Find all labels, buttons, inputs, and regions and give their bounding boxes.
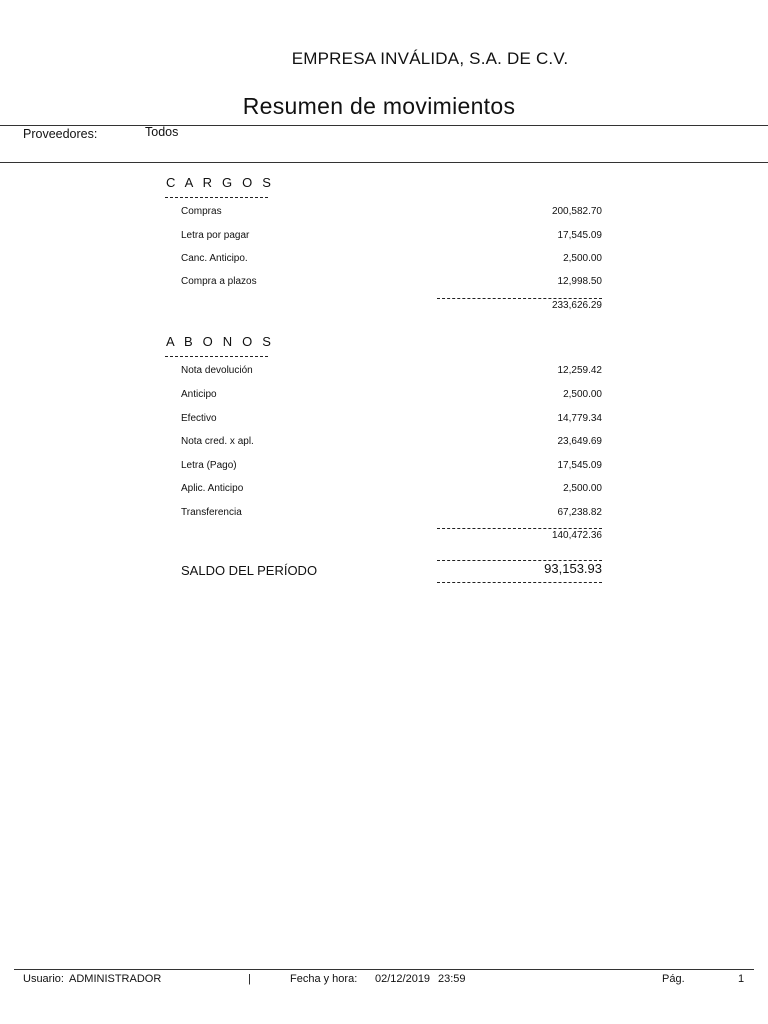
cargos-row-label: Letra por pagar: [181, 230, 250, 241]
cargos-row-value: 200,582.70: [551, 206, 602, 217]
cargos-row-label: Compras: [181, 206, 222, 217]
abonos-total-divider: [437, 528, 602, 529]
cargos-row-label: Compra a plazos: [181, 276, 257, 287]
report-title: Resumen de movimientos: [242, 93, 516, 119]
footer-divider: [14, 969, 754, 970]
abonos-row-value: 23,649.69: [557, 436, 602, 447]
abonos-row-value: 2,500.00: [563, 483, 602, 494]
abonos-section-title: A B O N O S: [166, 334, 275, 349]
cargos-title-underline: [165, 197, 268, 198]
footer-page-label: Pág.: [662, 973, 685, 985]
saldo-label: SALDO DEL PERÍODO: [181, 563, 318, 578]
footer-date: 02/12/2019: [375, 973, 431, 985]
abonos-title-underline: [165, 356, 268, 357]
saldo-value: 93,153.93: [544, 561, 602, 576]
footer-user-label: Usuario:: [23, 973, 64, 985]
cargos-row-value: 17,545.09: [557, 230, 602, 241]
filter-value: Todos: [145, 125, 179, 139]
abonos-row-value: 67,238.82: [557, 507, 602, 518]
abonos-row-label: Transferencia: [181, 507, 242, 518]
footer-separator: |: [248, 973, 251, 985]
cargos-row-value: 12,998.50: [557, 276, 602, 287]
abonos-row-value: 14,779.34: [557, 413, 602, 424]
footer-page-number: 1: [738, 973, 745, 985]
cargos-total-divider: [437, 298, 602, 299]
abonos-row-label: Nota cred. x apl.: [181, 436, 254, 447]
cargos-total: 233,626.29: [551, 300, 602, 311]
footer-user-value: ADMINISTRADOR: [69, 973, 162, 985]
footer-datetime-label: Fecha y hora:: [290, 973, 358, 985]
abonos-row-label: Letra (Pago): [181, 460, 237, 471]
abonos-total: 140,472.36: [551, 530, 602, 541]
filter-label: Proveedores:: [23, 127, 98, 141]
company-name: EMPRESA INVÁLIDA, S.A. DE C.V.: [291, 49, 569, 68]
abonos-row-value: 2,500.00: [563, 389, 602, 400]
abonos-row-label: Nota devolución: [181, 365, 253, 376]
abonos-row-value: 17,545.09: [557, 460, 602, 471]
cargos-row-label: Canc. Anticipo.: [181, 253, 248, 264]
cargos-section-title: C A R G O S: [166, 175, 275, 190]
header-divider-bottom: [0, 162, 768, 163]
header-divider-top: [0, 125, 768, 126]
abonos-row-label: Efectivo: [181, 413, 217, 424]
footer-time: 23:59: [438, 973, 466, 985]
saldo-bottom-divider: [437, 582, 602, 583]
abonos-row-label: Aplic. Anticipo: [181, 483, 244, 494]
abonos-row-value: 12,259.42: [557, 365, 602, 376]
abonos-row-label: Anticipo: [181, 389, 217, 400]
cargos-row-value: 2,500.00: [563, 253, 602, 264]
